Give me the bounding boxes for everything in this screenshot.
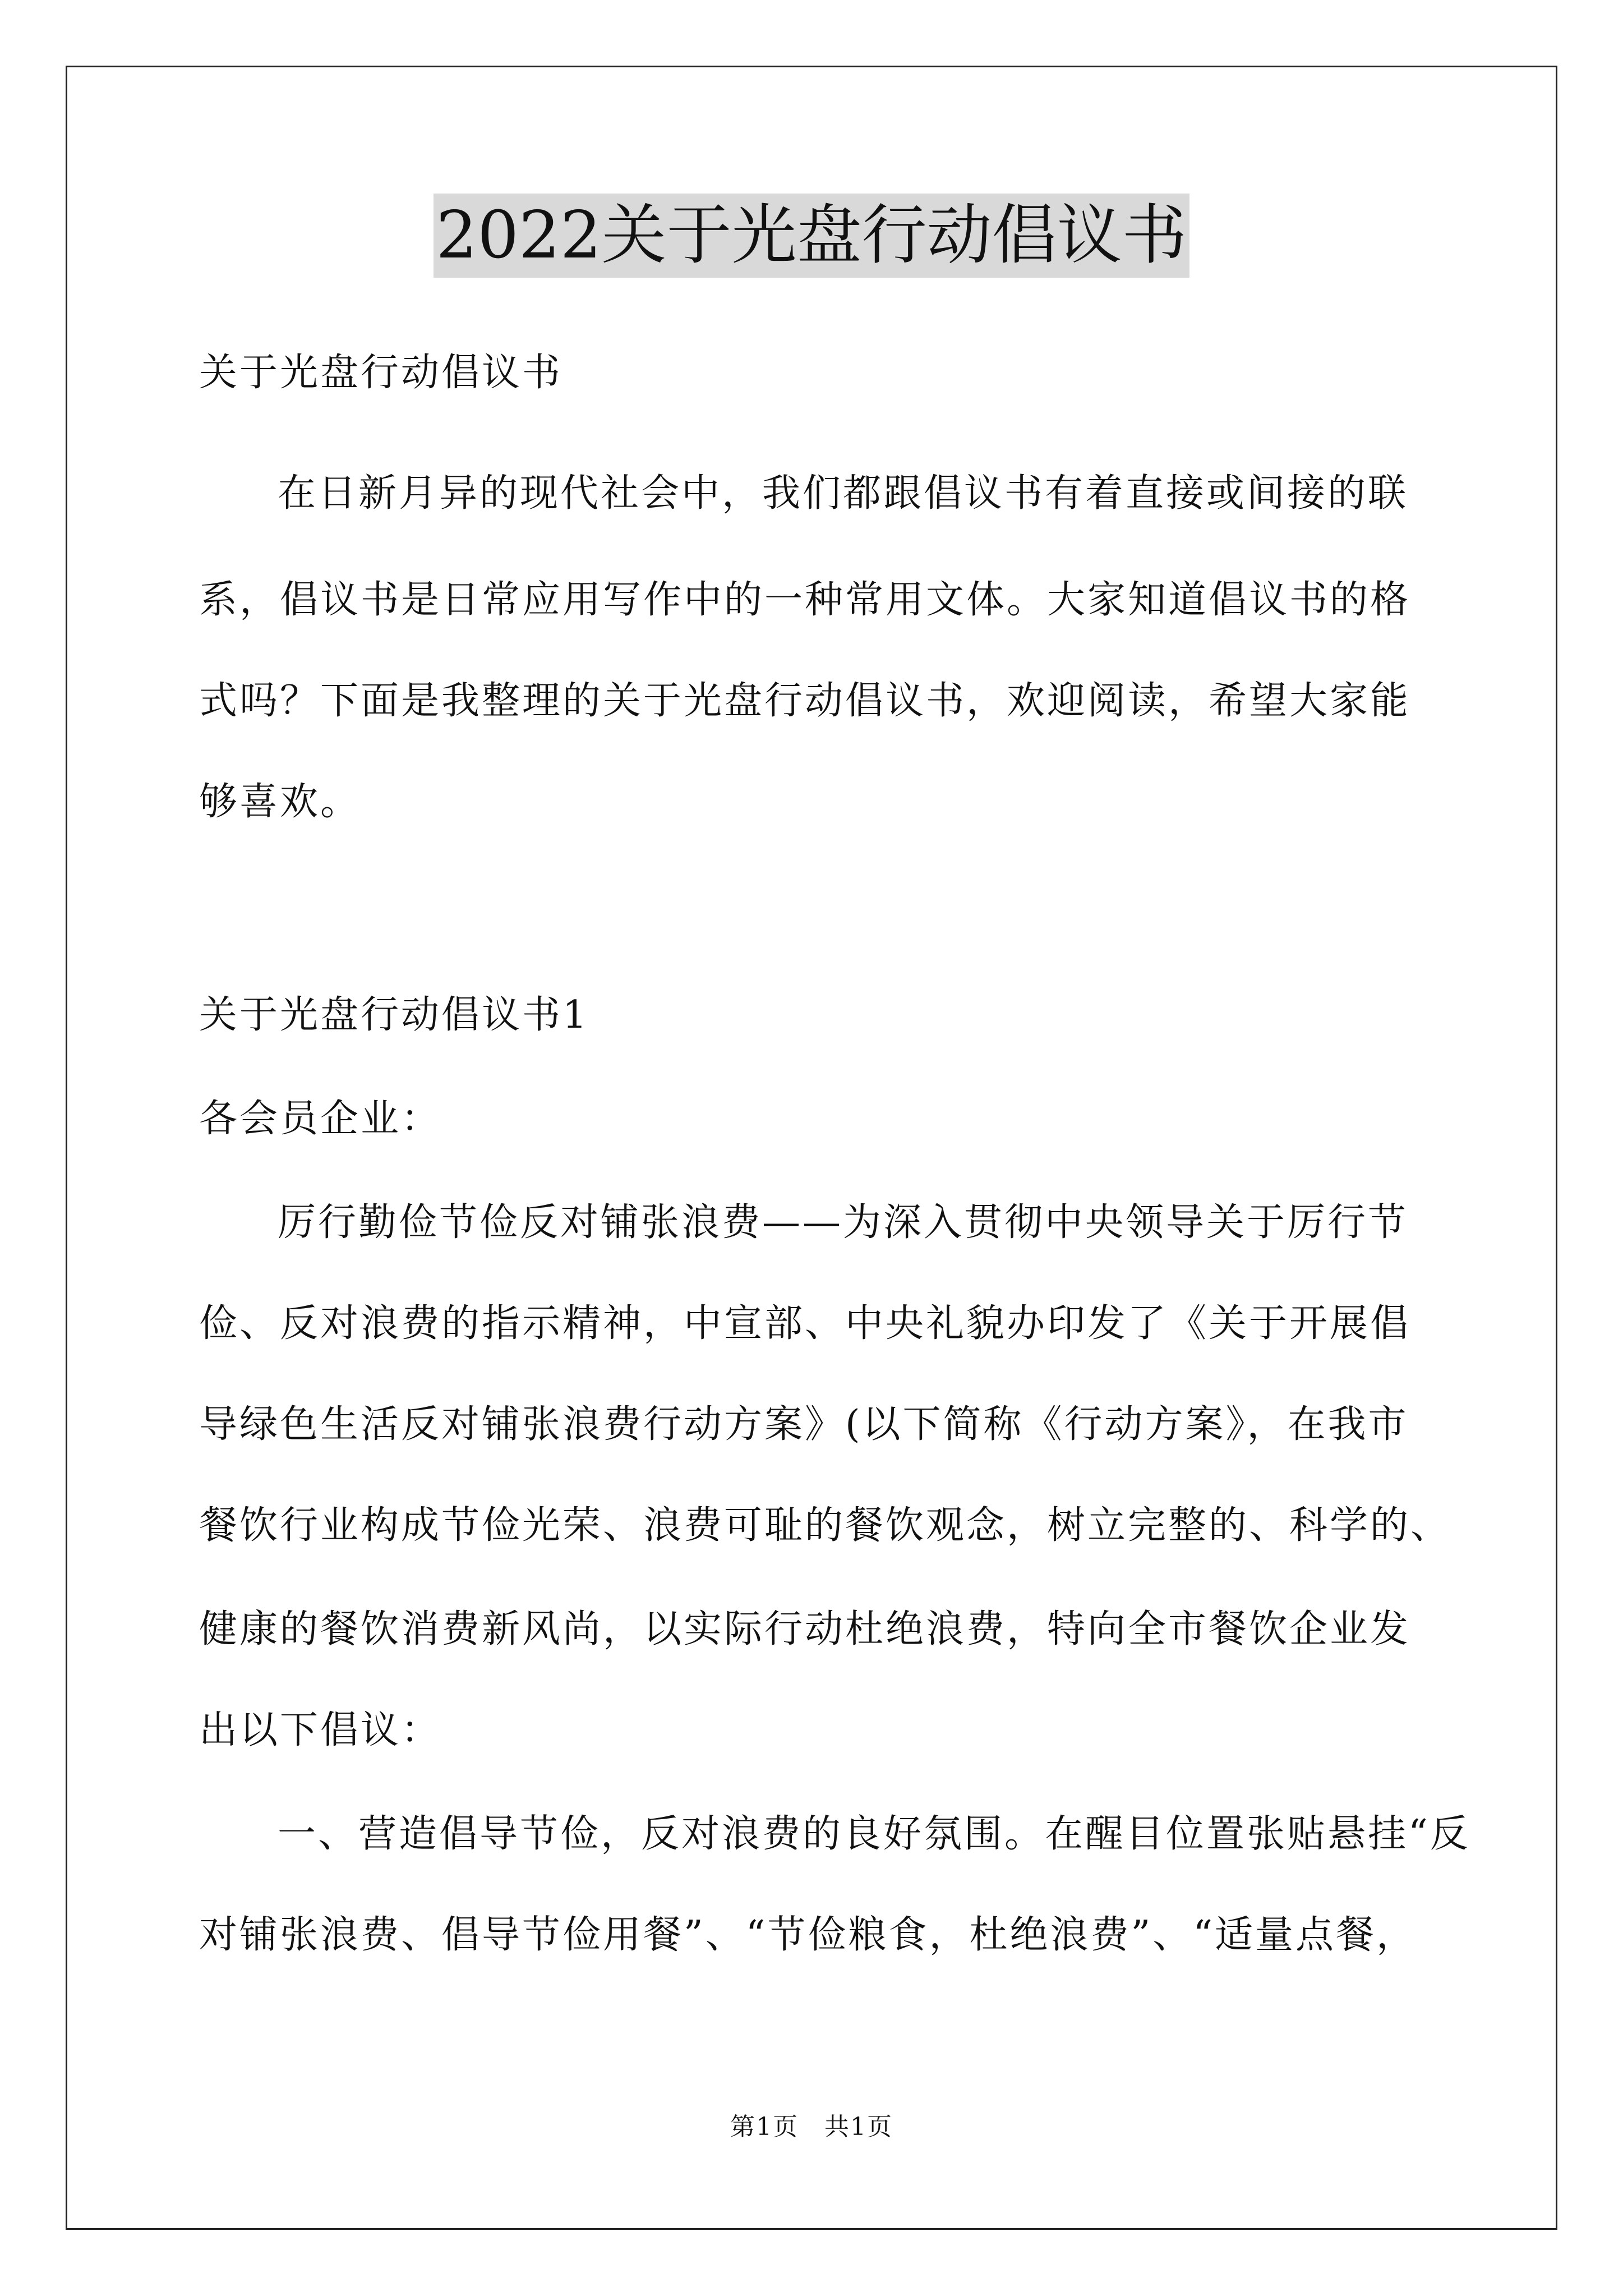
body-line: 各会员企业： bbox=[199, 1097, 442, 1141]
document-title: 2022关于光盘行动倡议书 bbox=[434, 194, 1189, 278]
body-line: 健康的餐饮消费新风尚，以实际行动杜绝浪费，特向全市餐饮企业发 bbox=[199, 1607, 1411, 1651]
body-line: 餐饮行业构成节俭光荣、浪费可耻的餐饮观念，树立完整的、科学的、 bbox=[199, 1503, 1451, 1548]
body-line: 系，倡议书是日常应用写作中的一种常用文体。大家知道倡议书的格 bbox=[199, 578, 1411, 622]
body-line: 式吗？下面是我整理的关于光盘行动倡议书，欢迎阅读，希望大家能 bbox=[199, 679, 1411, 723]
body-line: 厉行勤俭节俭反对铺张浪费——为深入贯彻中央领导关于厉行节 bbox=[278, 1200, 1409, 1245]
body-line: 关于光盘行动倡议书1 bbox=[199, 993, 589, 1037]
body-line: 对铺张浪费、倡导节俭用餐”、“节俭粮食，杜绝浪费”、“适量点餐， bbox=[199, 1913, 1417, 1957]
body-line: 出以下倡议： bbox=[199, 1708, 442, 1752]
body-line: 一、营造倡导节俭，反对浪费的良好氛围。在醒目位置张贴悬挂“反 bbox=[278, 1812, 1470, 1856]
body-line: 俭、反对浪费的指示精神，中宣部、中央礼貌办印发了《关于开展倡 bbox=[199, 1301, 1411, 1346]
body-line: 够喜欢。 bbox=[199, 780, 361, 824]
body-line: 导绿色生活反对铺张浪费行动方案》(以下简称《行动方案》，在我市 bbox=[199, 1402, 1409, 1447]
title-container bbox=[0, 194, 1623, 278]
body-line: 关于光盘行动倡议书 bbox=[199, 351, 563, 395]
page-footer: 第1页 共1页 bbox=[730, 2113, 893, 2141]
body-line: 在日新月异的现代社会中，我们都跟倡议书有着直接或间接的联 bbox=[278, 471, 1409, 516]
